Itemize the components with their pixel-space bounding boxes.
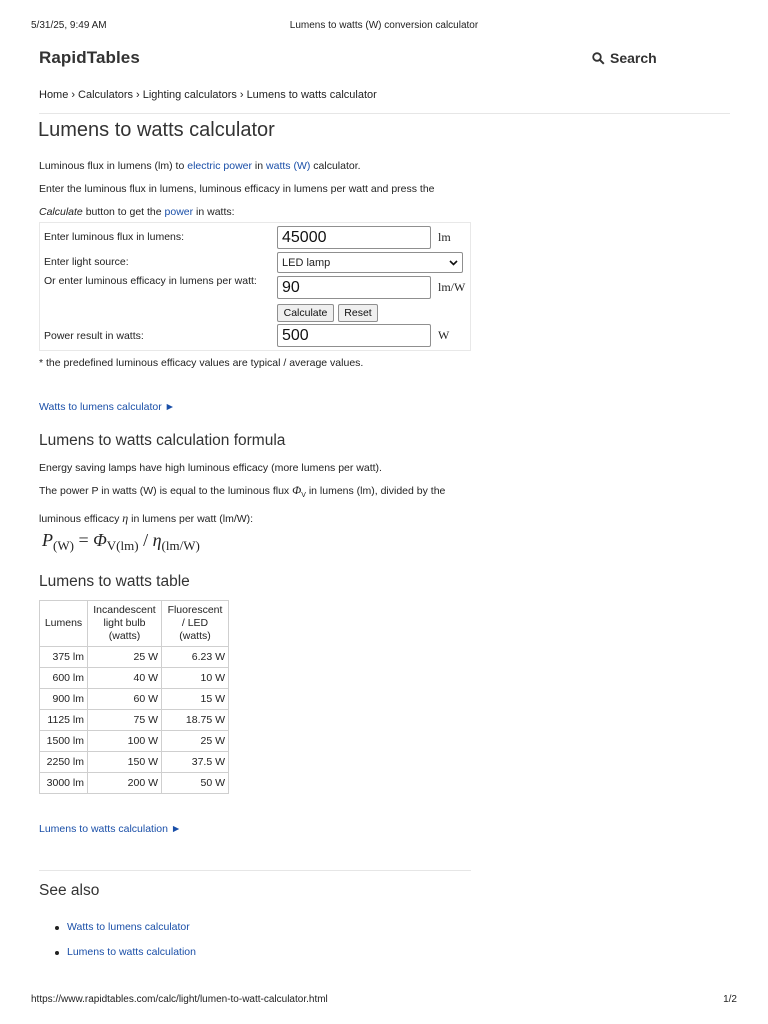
- formula-efficacy-unit: (lm/W): [161, 538, 200, 553]
- see-also-calculation-link[interactable]: Lumens to watts calculation: [67, 946, 196, 958]
- watts-link[interactable]: watts (W): [266, 160, 311, 172]
- table-cell: 2250 lm: [40, 752, 88, 773]
- intro-text: [39, 155, 479, 224]
- breadcrumb-current: Lumens to watts calculator: [246, 89, 377, 101]
- see-also-watts-to-lumens-link[interactable]: Watts to lumens calculator: [67, 921, 190, 933]
- table-cell: 18.75 W: [162, 710, 229, 731]
- table-cell: 600 lm: [40, 668, 88, 689]
- formula-flux: Φ: [93, 530, 107, 550]
- table-cell: 37.5 W: [162, 752, 229, 773]
- breadcrumb-separator: ›: [239, 89, 244, 101]
- table-cell: 15 W: [162, 689, 229, 710]
- watts-to-lumens-link[interactable]: Watts to lumens calculator ►: [39, 401, 176, 413]
- formula-text-2a: The power P in watts (W) is equal to the luminous flux: [39, 485, 293, 497]
- table-cell: 150 W: [88, 752, 162, 773]
- table-cell: 3000 lm: [40, 773, 88, 794]
- table-cell: 75 W: [88, 710, 162, 731]
- intro-text-2: Enter the luminous flux in lumens, luminous efficacy in lumens per watt and press the: [39, 183, 435, 195]
- table-cell: 50 W: [162, 773, 229, 794]
- formula-text-3b: in lumens per watt (lm/W):: [128, 513, 254, 526]
- result-output[interactable]: [277, 324, 431, 347]
- flux-input[interactable]: [277, 226, 431, 249]
- table-row: [40, 773, 229, 794]
- site-header: [39, 48, 728, 72]
- lumens-to-watts-calculation-link[interactable]: Lumens to watts calculation ►: [39, 823, 182, 835]
- intro-text-3a: button to get the: [82, 206, 165, 218]
- efficacy-input[interactable]: [277, 276, 431, 299]
- table-header-incandescent: Incandescent light bulb (watts): [88, 601, 162, 647]
- table-cell: 375 lm: [40, 647, 88, 668]
- table-cell: 6.23 W: [162, 647, 229, 668]
- formula-efficacy: η: [152, 530, 162, 550]
- page-title: Lumens to watts calculator: [38, 119, 275, 141]
- calculate-button[interactable]: Calculate: [277, 304, 334, 322]
- print-datetime: 5/31/25, 9:49 AM: [31, 20, 107, 31]
- table-cell: 900 lm: [40, 689, 88, 710]
- efficacy-label: Or enter luminous efficacy in lumens per watt:: [44, 275, 257, 287]
- see-also-list: [55, 921, 196, 971]
- formula-divide: /: [138, 530, 153, 550]
- print-url: https://www.rapidtables.com/calc/light/lumen-to-watt-calculator.html: [31, 994, 328, 1005]
- intro-text-1a: Luminous flux in lumens (lm) to: [39, 160, 188, 172]
- table-header-lumens: Lumens: [40, 601, 88, 647]
- table-cell: 1500 lm: [40, 731, 88, 752]
- brand-logo[interactable]: RapidTables: [39, 48, 140, 67]
- search-icon: [592, 52, 605, 65]
- formula-power-unit: (W): [53, 538, 74, 553]
- table-cell: 40 W: [88, 668, 162, 689]
- print-footer: [31, 994, 737, 1006]
- flux-symbol-sub: V: [301, 492, 306, 500]
- calculator-form: [39, 222, 471, 351]
- bullet-icon: [55, 926, 59, 930]
- table-cell: 1125 lm: [40, 710, 88, 731]
- result-label: Power result in watts:: [44, 330, 144, 342]
- reset-button[interactable]: Reset: [338, 304, 378, 322]
- list-item: [55, 921, 196, 946]
- efficacy-symbol: η: [122, 511, 129, 526]
- light-source-select[interactable]: [277, 252, 463, 273]
- table-row: [40, 752, 229, 773]
- search-label: Search: [610, 50, 657, 66]
- efficacy-unit: lm/W: [438, 280, 466, 294]
- formula-power: P: [42, 530, 53, 550]
- table-cell: 100 W: [88, 731, 162, 752]
- divider: [39, 113, 730, 114]
- formula-heading: Lumens to watts calculation formula: [39, 432, 286, 449]
- list-item: [55, 946, 196, 971]
- formula-flux-unit: V(lm): [106, 538, 139, 553]
- table-row: [40, 689, 229, 710]
- table-cell: 25 W: [162, 731, 229, 752]
- table-cell: 25 W: [88, 647, 162, 668]
- table-row: [40, 668, 229, 689]
- formula-text-3a: luminous efficacy: [39, 513, 123, 526]
- breadcrumb-home[interactable]: Home: [39, 89, 69, 101]
- table-row: [40, 647, 229, 668]
- electric-power-link[interactable]: electric power: [187, 160, 253, 172]
- see-also-heading: See also: [39, 882, 100, 899]
- intro-text-3b: in watts:: [193, 206, 235, 218]
- power-formula: [42, 530, 200, 554]
- light-source-value: LED lamp: [282, 256, 331, 269]
- table-cell: 60 W: [88, 689, 162, 710]
- table-cell: 10 W: [162, 668, 229, 689]
- breadcrumb: [39, 89, 377, 101]
- efficacy-note: * the predefined luminous efficacy values are typical / average values.: [39, 357, 364, 369]
- breadcrumb-separator: ›: [136, 89, 140, 101]
- bullet-icon: [55, 951, 59, 955]
- source-label: Enter light source:: [44, 256, 129, 268]
- lumens-watts-table: [39, 600, 229, 794]
- flux-label: Enter luminous flux in lumens:: [44, 231, 185, 243]
- result-unit: W: [438, 328, 450, 342]
- flux-symbol: Φ: [292, 483, 302, 497]
- intro-text-1b: in: [252, 160, 267, 172]
- print-page-number: 1/2: [723, 994, 737, 1005]
- power-link[interactable]: power: [164, 206, 194, 218]
- breadcrumb-separator: ›: [71, 89, 76, 101]
- chevron-down-icon: [449, 257, 458, 269]
- print-title: Lumens to watts (W) conversion calculator: [289, 20, 479, 31]
- formula-text-2b: in lumens (lm), divided by the: [305, 485, 446, 497]
- flux-unit: lm: [438, 230, 451, 244]
- formula-paragraph: [39, 457, 479, 530]
- breadcrumb-lighting[interactable]: Lighting calculators: [142, 89, 237, 101]
- intro-text-1c: calculator.: [310, 160, 361, 172]
- table-heading: Lumens to watts table: [39, 573, 190, 590]
- table-row: [40, 710, 229, 731]
- formula-equals: =: [73, 530, 94, 550]
- table-header-led: Fluorescent / LED (watts): [162, 601, 229, 647]
- table-row: [40, 731, 229, 752]
- table-cell: 200 W: [88, 773, 162, 794]
- intro-calculate-em: Calculate: [39, 206, 83, 218]
- print-header: [31, 20, 737, 32]
- breadcrumb-calculators[interactable]: Calculators: [78, 89, 134, 101]
- divider: [39, 870, 471, 871]
- formula-text-1: Energy saving lamps have high luminous efficacy (more lumens per watt).: [39, 462, 382, 474]
- search-button[interactable]: [592, 50, 657, 66]
- table-header-row: [40, 601, 229, 647]
